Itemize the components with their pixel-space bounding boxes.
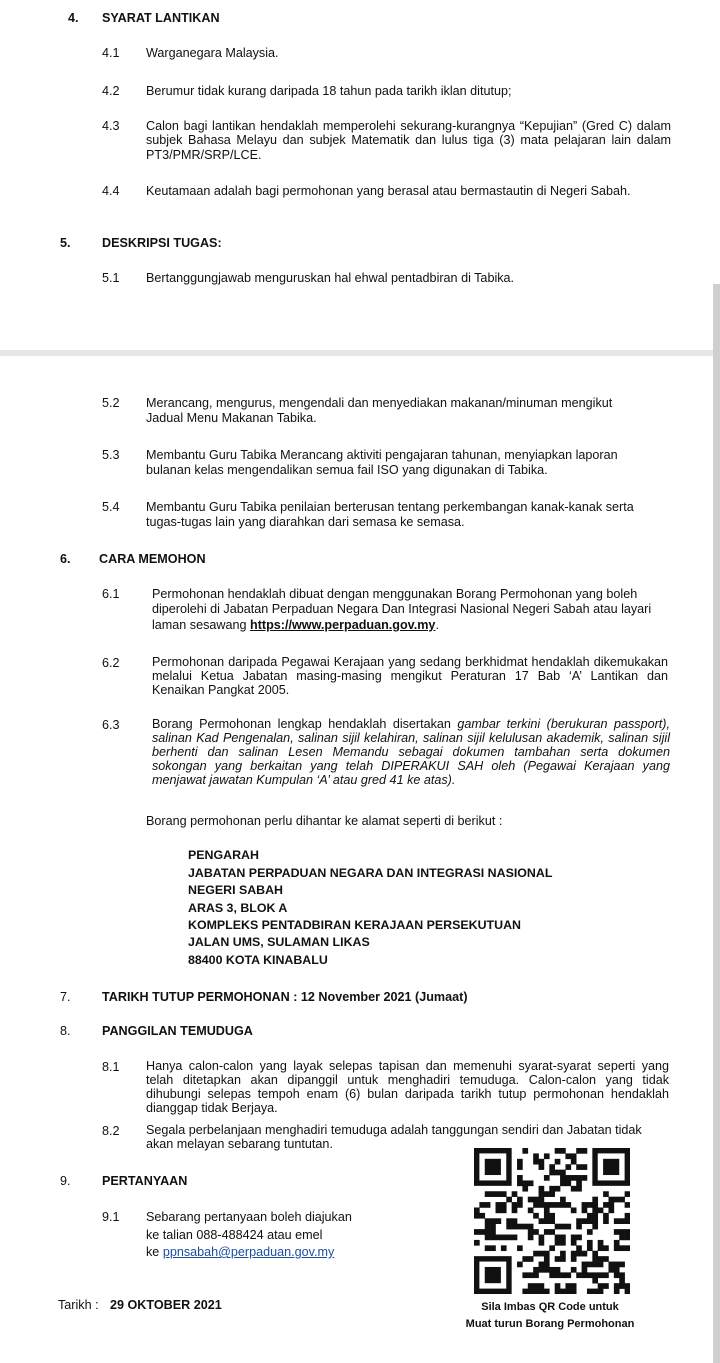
- item-6-3-number: 6.3: [102, 718, 120, 732]
- qr-code-graphic: [474, 1148, 630, 1294]
- item-9-1-line-1: Sebarang pertanyaan boleh diajukan: [146, 1210, 352, 1224]
- item-9-1-line-3-prefix: ke: [146, 1245, 163, 1259]
- item-5-1-text: Bertanggungjawab menguruskan hal ehwal pentadbiran di Tabika.: [146, 271, 515, 285]
- item-6-1-body: Permohonan hendaklah dibuat dengan menggunakan Borang Permohonan yang boleh diperolehi di Jabatan Perpaduan Negara Dan Integrasi Nasional Negeri Sabah atau layari laman sesawang: [152, 587, 652, 632]
- item-5-4-text: Membantu Guru Tabika penilaian berterusan tentang perkembangan kanak-kanak serta tugas-tugas lain yang diarahkan dari semasa ke semasa.: [146, 500, 634, 530]
- item-4-4-text: Keutamaan adalah bagi permohonan yang berasal atau bermastautin di Negeri Sabah.: [146, 184, 631, 198]
- closing-date: TARIKH TUTUP PERMOHONAN : 12 November 2021 (Jumaat): [102, 990, 468, 1004]
- section-8-number: 8.: [60, 1024, 71, 1038]
- item-6-1-text: [152, 587, 668, 633]
- item-5-1-number: 5.1: [102, 271, 120, 285]
- section-5-title: DESKRIPSI TUGAS:: [102, 236, 222, 250]
- item-6-3-text: [152, 718, 670, 788]
- section-6-title: CARA MEMOHON: [99, 552, 206, 566]
- date-label: Tarikh :: [58, 1298, 99, 1312]
- item-4-4-number: 4.4: [102, 184, 120, 198]
- email-link[interactable]: ppnsabah@perpaduan.gov.my: [162, 1245, 335, 1259]
- item-6-2-number: 6.2: [102, 656, 120, 670]
- section-9-number: 9.: [60, 1174, 71, 1188]
- item-6-3-italic: gambar terkini (berukuran passport), salinan Kad Pengenalan, salinan sijil kelahiran, salinan sijil kelulusan akademik, salinan sijil berhenti dan salinan Lesen Memandu sebagai dokumen tambahan serta dokumen sokongan yang berkaitan yang telah DIPERAKUI SAH oleh (Pegawai Kerajaan yang menjawat jawatan Kumpulan ‘A’ atau gred 41 ke atas).: [152, 717, 670, 787]
- item-8-2-number: 8.2: [102, 1124, 120, 1138]
- item-9-1-line-2: ke talian 088-488424 atau emel: [146, 1228, 323, 1242]
- item-9-1-number: 9.1: [102, 1210, 120, 1224]
- address-line-1: PENGARAH: [188, 848, 259, 862]
- item-5-2-text: Merancang, mengurus, mengendali dan menyediakan makanan/minuman mengikut Jadual Menu Makanan Tabika.: [146, 396, 613, 426]
- item-5-4-number: 5.4: [102, 500, 120, 514]
- item-4-3-number: 4.3: [102, 119, 120, 133]
- item-6-2-text: Permohonan daripada Pegawai Kerajaan yang sedang berkhidmat hendaklah dikemukakan melalui Ketua Jabatan masing-masing mengikut Peraturan 17 Bab ‘A’ Lantikan dan Kenaikan Pangkat 2005.: [152, 655, 668, 697]
- section-9-title: PERTANYAAN: [102, 1174, 188, 1188]
- item-4-3-text: Calon bagi lantikan hendaklah memperolehi sekurang-kurangnya “Kepujian” (Gred C) dalam subjek Bahasa Melayu dan subjek Matematik dan lulus tiga (3) mata pelajaran lain dalam PT3/PMR/SRP/LCE.: [146, 119, 671, 162]
- item-6-1-number: 6.1: [102, 587, 120, 601]
- item-4-1-number: 4.1: [102, 46, 120, 60]
- item-9-1-line-3: [146, 1245, 446, 1260]
- item-6-1-end: .: [435, 617, 439, 632]
- qr-caption-line-2: Muat turun Borang Permohonan: [465, 1318, 635, 1330]
- item-4-2-text: Berumur tidak kurang daripada 18 tahun pada tarikh iklan ditutup;: [146, 84, 512, 98]
- address-line-4: ARAS 3, BLOK A: [188, 901, 288, 915]
- section-4-number: 4.: [68, 11, 79, 25]
- item-5-3-text: Membantu Guru Tabika Merancang aktiviti pengajaran tahunan, menyiapkan laporan bulanan kelas mengendalikan semua fail ISO yang digunakan di Tabika.: [146, 448, 618, 478]
- item-4-2-number: 4.2: [102, 84, 120, 98]
- item-5-3-number: 5.3: [102, 448, 120, 462]
- item-4-1-text: Warganegara Malaysia.: [146, 46, 279, 60]
- section-8-title: PANGGILAN TEMUDUGA: [102, 1024, 253, 1038]
- address-line-6: JALAN UMS, SULAMAN LIKAS: [188, 935, 370, 949]
- address-line-7: 88400 KOTA KINABALU: [188, 953, 328, 967]
- section-6-number: 6.: [60, 552, 71, 566]
- item-6-3-body: Borang Permohonan lengkap hendaklah disertakan: [152, 717, 458, 731]
- section-4-title: SYARAT LANTIKAN: [102, 11, 220, 25]
- address-line-2: JABATAN PERPADUAN NEGARA DAN INTEGRASI NASIONAL: [188, 866, 553, 880]
- website-link[interactable]: https://www.perpaduan.gov.my: [250, 617, 436, 632]
- section-7-number: 7.: [60, 990, 71, 1004]
- item-8-1-text: Hanya calon-calon yang layak selepas tapisan dan memenuhi syarat-syarat seperti yang telah ditetapkan akan dipanggil untuk menghadiri temuduga. Calon-calon yang tidak dihubungi selepas tempoh enam (6) bulan daripada tarikh tutup permohonan hendaklah dianggap tidak Berjaya.: [146, 1059, 669, 1115]
- date-value: 29 OKTOBER 2021: [110, 1298, 222, 1312]
- page-divider: [0, 350, 720, 356]
- item-8-1-number: 8.1: [102, 1060, 120, 1074]
- address-line-5: KOMPLEKS PENTADBIRAN KERAJAAN PERSEKUTUAN: [188, 918, 521, 932]
- qr-code[interactable]: [474, 1148, 630, 1294]
- qr-caption-line-1: Sila Imbas QR Code untuk: [481, 1301, 619, 1313]
- item-5-2-number: 5.2: [102, 396, 120, 410]
- address-line-3: NEGERI SABAH: [188, 883, 284, 897]
- section-5-number: 5.: [60, 236, 71, 250]
- address-intro: Borang permohonan perlu dihantar ke alamat seperti di berikut :: [146, 814, 503, 828]
- scrollbar[interactable]: [713, 284, 720, 1363]
- item-8-2-text: Segala perbelanjaan menghadiri temuduga adalah tanggungan sendiri dan Jabatan tidak akan melayan sebarang tuntutan.: [146, 1123, 642, 1151]
